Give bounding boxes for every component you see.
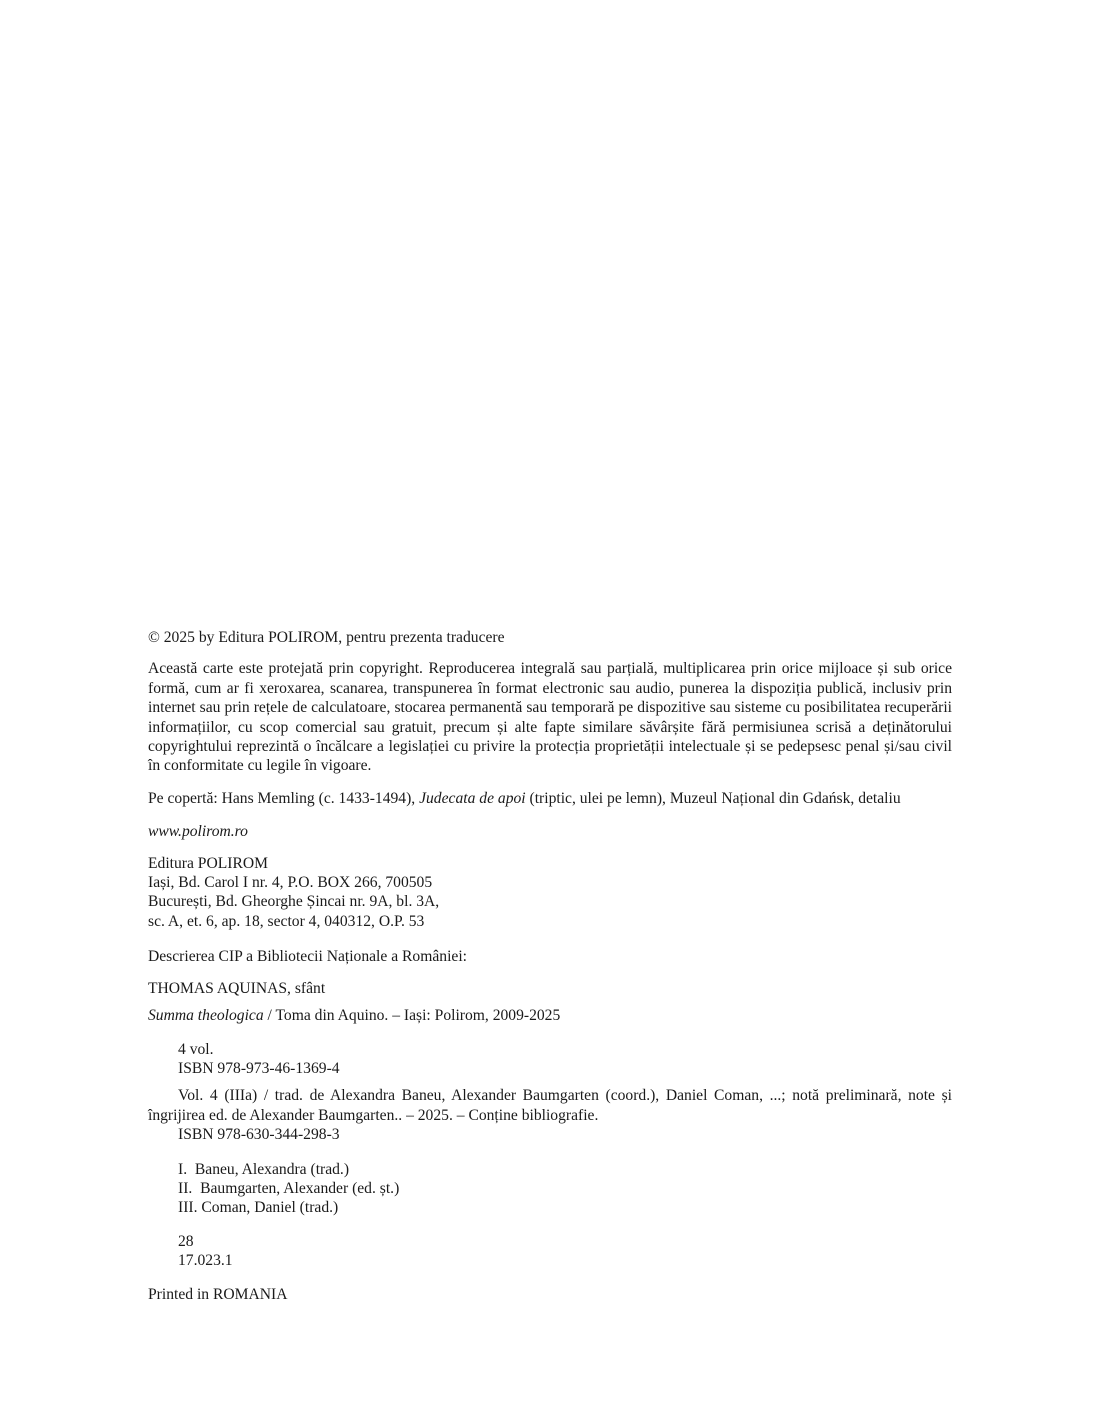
classification-code: 17.023.1 — [178, 1252, 233, 1270]
cip-entry: II. Baumgarten, Alexander (ed. șt.) — [178, 1179, 400, 1197]
cover-credit-suffix: (triptic, ulei pe lemn), Muzeul Național din Gdańsk, detaliu — [525, 789, 901, 807]
cip-volumes: 4 vol. — [178, 1040, 214, 1058]
rights-notice: Această carte este protejată prin copyright. Reproducerea integrală sau parțială, multiplicarea prin orice mijloace și sub orice formă, cum ar fi xeroxarea, scanarea, transpunerea în format electronic sau audio, punerea la dispoziția publică, inclusiv prin internet sau prin rețele de calculatoare, stocarea permanentă sau temporară pe dispozitive sau sisteme cu posibilitatea recuperării informațiilor, cu scop comercial sau gratuit, precum și alte fapte similare săvârșite fără permisiunea scrisă a deținătorului copyrightului reprezintă o încălcare a legislației cu privire la protecția proprietății intelectuale și se pedepsesc penal și/sau civil în conformitate cu legile în vigoare. — [148, 660, 952, 775]
cip-title-rest: / Toma din Aquino. – Iași: Polirom, 2009-2025 — [263, 1007, 561, 1025]
cip-heading: Descrierea CIP a Bibliotecii Naționale a României: — [148, 948, 467, 966]
cip-volume-info — [148, 1086, 952, 1144]
cip-entry: I. Baneu, Alexandra (trad.) — [178, 1160, 350, 1178]
cip-author: THOMAS AQUINAS, sfânt — [148, 979, 326, 997]
website-link[interactable] — [148, 822, 952, 841]
imprint-page — [148, 628, 952, 1304]
cip-entries — [148, 1160, 952, 1218]
cover-credit-prefix: Pe copertă: Hans Memling (c. 1433-1494), — [148, 789, 420, 807]
publisher-name: Editura POLIROM — [148, 854, 268, 872]
cover-artwork-title: Judecata de apoi — [419, 789, 526, 807]
website-text[interactable]: www.polirom.ro — [148, 823, 248, 841]
cip-entry: III. Coman, Daniel (trad.) — [178, 1199, 339, 1217]
address-line: București, Bd. Gheorghe Șincai nr. 9A, bl. 3A, — [148, 893, 440, 911]
publisher-address — [148, 854, 952, 932]
cip-classification — [148, 1232, 952, 1271]
cip-isbn-set: ISBN 978-973-46-1369-4 — [178, 1059, 340, 1077]
address-line: Iași, Bd. Carol I nr. 4, P.O. BOX 266, 700505 — [148, 874, 433, 892]
cip-set-info — [148, 1040, 952, 1079]
address-line: sc. A, et. 6, ap. 18, sector 4, 040312, O.P. 53 — [148, 912, 425, 930]
copyright-line: © 2025 by Editura POLIROM, pentru prezenta traducere — [148, 629, 505, 646]
cover-credit — [148, 789, 952, 808]
cip-isbn-volume: ISBN 978-630-344-298-3 — [178, 1126, 340, 1144]
cip-title — [148, 1006, 952, 1025]
cip-volume-description: Vol. 4 (IIIa) / trad. de Alexandra Baneu, Alexander Baumgarten (coord.), Daniel Coman, ...; notă preliminară, note și îngrijirea ed. de Alexander Baumgarten.. – 2025. – Conține bibliografie. — [148, 1087, 952, 1124]
printed-in: Printed in ROMANIA — [148, 1285, 288, 1303]
classification-code: 28 — [178, 1232, 194, 1250]
cip-title-main: Summa theologica — [148, 1007, 264, 1025]
